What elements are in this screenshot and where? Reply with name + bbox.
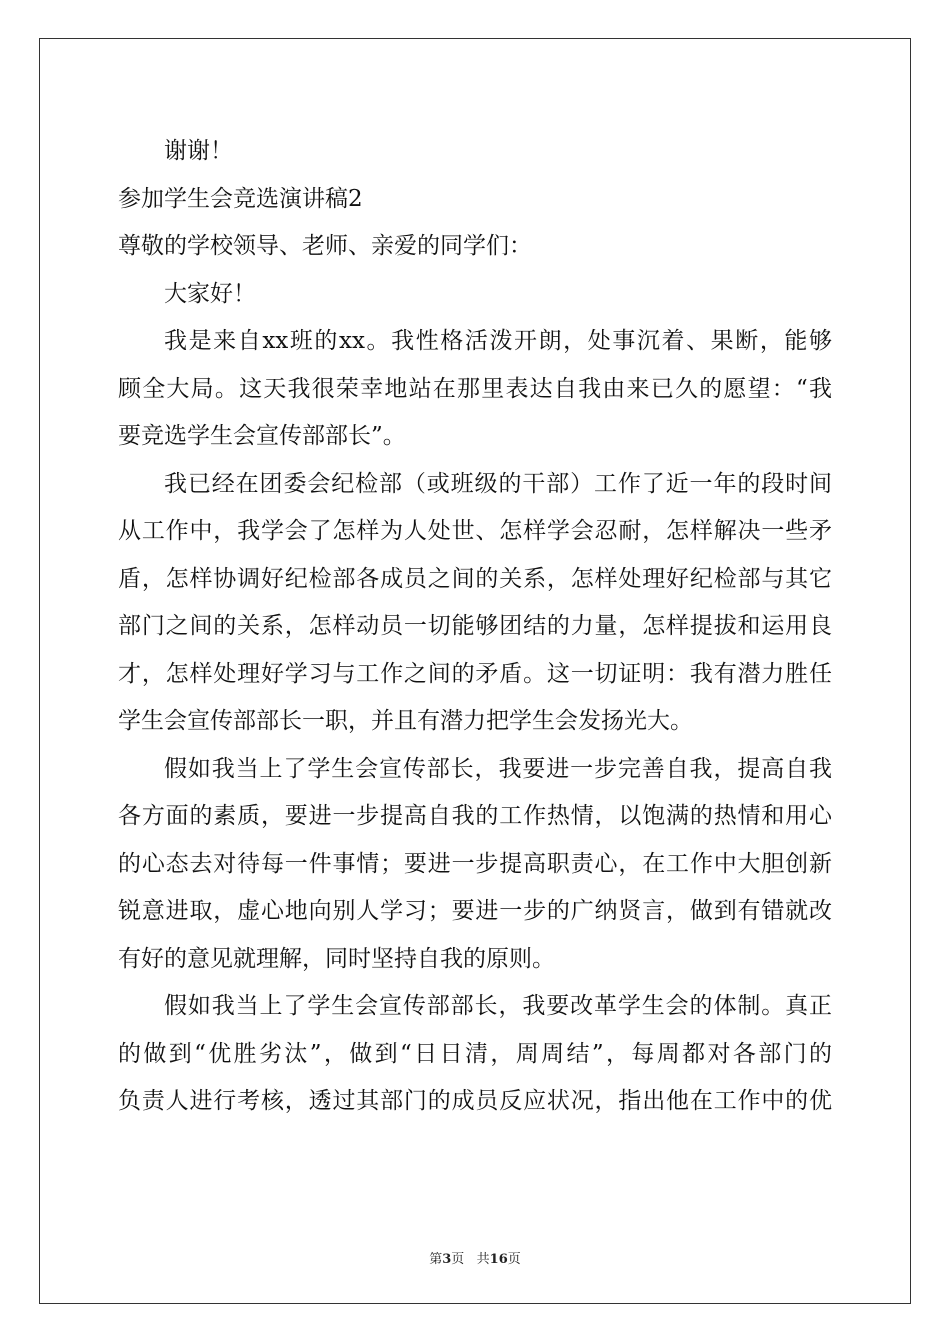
text-line: 的心态去对待每一件事情；要进一步提高职责心，在工作中大胆创新: [118, 850, 832, 877]
paragraph-experience: [118, 461, 832, 746]
text-line: 要竞选学生会宣传部部长”。: [118, 423, 406, 449]
text-line: 顾全大局。这天我很荣幸地站在那里表达自我由来已久的愿望：“我: [118, 375, 832, 402]
text-line: 我是来自xx班的xx。我性格活泼开朗，处事沉着、果断，能够: [164, 328, 832, 354]
text-line: 我已经在团委会纪检部（或班级的干部）工作了近一年的段时间: [164, 470, 832, 497]
text-line: 各方面的素质，要进一步提高自我的工作热情，以饱满的热情和用心: [118, 803, 832, 829]
text-line: 盾，怎样协调好纪检部各成员之间的关系，怎样处理好纪检部与其它: [118, 565, 832, 592]
text-line: 从工作中，我学会了怎样为人处世、怎样学会忍耐，怎样解决一些矛: [118, 518, 832, 544]
page-footer: [0, 1248, 950, 1267]
current-page-number: 3: [442, 1252, 452, 1267]
section-title: 参加学生会竞选演讲稿2: [118, 185, 363, 212]
total-page-number: 16: [489, 1252, 508, 1267]
text-line: 学生会宣传部部长一职，并且有潜力把学生会发扬光大。: [118, 708, 693, 734]
footer-suffix: 页: [507, 1252, 521, 1267]
text-line: 才，怎样处理好学习与工作之间的矛盾。这一切证明：我有潜力胜任: [118, 660, 832, 687]
paragraph-intro: [118, 318, 832, 461]
paragraph-reform: [118, 983, 832, 1126]
document-body: [118, 128, 832, 1126]
paragraph-self-improvement: [118, 746, 832, 984]
footer-prefix: 第: [429, 1252, 443, 1267]
text-line: 假如我当上了学生会宣传部部长，我要改革学生会的体制。真正: [164, 993, 832, 1019]
closing-thanks: 谢谢！: [164, 138, 233, 164]
text-line: 锐意进取，虚心地向别人学习；要进一步的广纳贤言，做到有错就改: [118, 898, 832, 924]
text-line: 的做到“优胜劣汰”，做到“日日清，周周结”，每周都对各部门的: [118, 1040, 832, 1067]
footer-mid: 页 共: [451, 1252, 490, 1267]
greeting: 大家好！: [164, 280, 256, 307]
text-line: 有好的意见就理解，同时坚持自我的原则。: [118, 945, 555, 972]
text-line: 负责人进行考核，透过其部门的成员反应状况，指出他在工作中的优: [118, 1088, 832, 1114]
salutation: 尊敬的学校领导、老师、亲爱的同学们：: [118, 233, 532, 259]
text-line: 部门之间的关系，怎样动员一切能够团结的力量，怎样提拔和运用良: [118, 613, 832, 639]
text-line: 假如我当上了学生会宣传部长，我要进一步完善自我，提高自我: [164, 755, 832, 782]
